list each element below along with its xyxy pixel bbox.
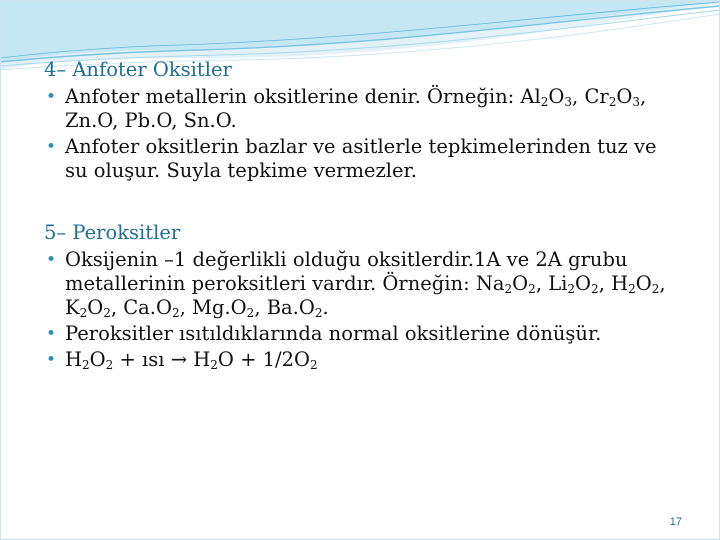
bullet-item: • Oksijenin –1 değerlikli olduğu oksitlerdir.1A ve 2A grubu metallerinin peroksitleri vardır. Örneğin: $Na_2O_2$, $Li_2O_2$, $H_2O_2$, $K_2O_2$, $Ca.O_2$, $Mg.O_2$, $Ba.O_2$. bbox=[46, 248, 666, 320]
slide-content bbox=[44, 58, 684, 374]
subscript: 2 bbox=[172, 306, 180, 320]
section-heading-peroksitler: 5– Peroksitler bbox=[44, 221, 181, 244]
subscript: 2 bbox=[103, 306, 111, 320]
subscript: 2 bbox=[528, 282, 536, 296]
bullet-item: • Anfoter metallerin oksitlerine denir. Örneğin: $Al_2O_3$, $Cr_2O_3$, Zn.O, Pb.O, Sn.O. bbox=[46, 85, 647, 132]
subscript: 2 bbox=[504, 282, 513, 296]
bullet-icon: • bbox=[46, 137, 57, 157]
subscript: 2 bbox=[246, 306, 255, 320]
subscript: 2 bbox=[314, 306, 323, 320]
bullet-icon: • bbox=[46, 250, 57, 270]
subscript: 2 bbox=[105, 358, 114, 372]
subscript: 3 bbox=[632, 95, 640, 109]
subscript: 2 bbox=[591, 282, 599, 296]
section-spacer bbox=[44, 185, 684, 221]
page-number: 17 bbox=[669, 516, 682, 528]
subscript: 2 bbox=[628, 282, 636, 296]
subscript: 2 bbox=[540, 95, 549, 109]
subscript: 2 bbox=[608, 95, 617, 109]
subscript: 3 bbox=[564, 95, 573, 109]
section-heading-anfoter-oksitler: 4– Anfoter Oksitler bbox=[44, 58, 232, 81]
subscript: 2 bbox=[310, 358, 318, 372]
bullet-list-anfoter bbox=[44, 85, 684, 183]
bullet-icon: • bbox=[46, 350, 57, 370]
bullet-list-peroksitler bbox=[44, 248, 684, 372]
subscript: 2 bbox=[567, 282, 576, 296]
bullet-item: • Peroksitler ısıtıldıklarında normal oksitlerine dönüşür. bbox=[46, 322, 602, 345]
bullet-icon: • bbox=[46, 324, 57, 344]
bullet-icon: • bbox=[46, 87, 57, 107]
subscript: 2 bbox=[651, 282, 660, 296]
subscript: 2 bbox=[79, 306, 88, 320]
subscript: 2 bbox=[210, 358, 218, 372]
bullet-item: • Anfoter oksitlerin bazlar ve asitlerle tepkimelerinden tuz ve su oluşur. Suyla tepkime vermezler. bbox=[46, 135, 657, 182]
bullet-item: • $H_2O_2$ + ısı → $H_2O + 1/2O_2$ bbox=[46, 348, 318, 372]
subscript: 2 bbox=[82, 358, 90, 372]
